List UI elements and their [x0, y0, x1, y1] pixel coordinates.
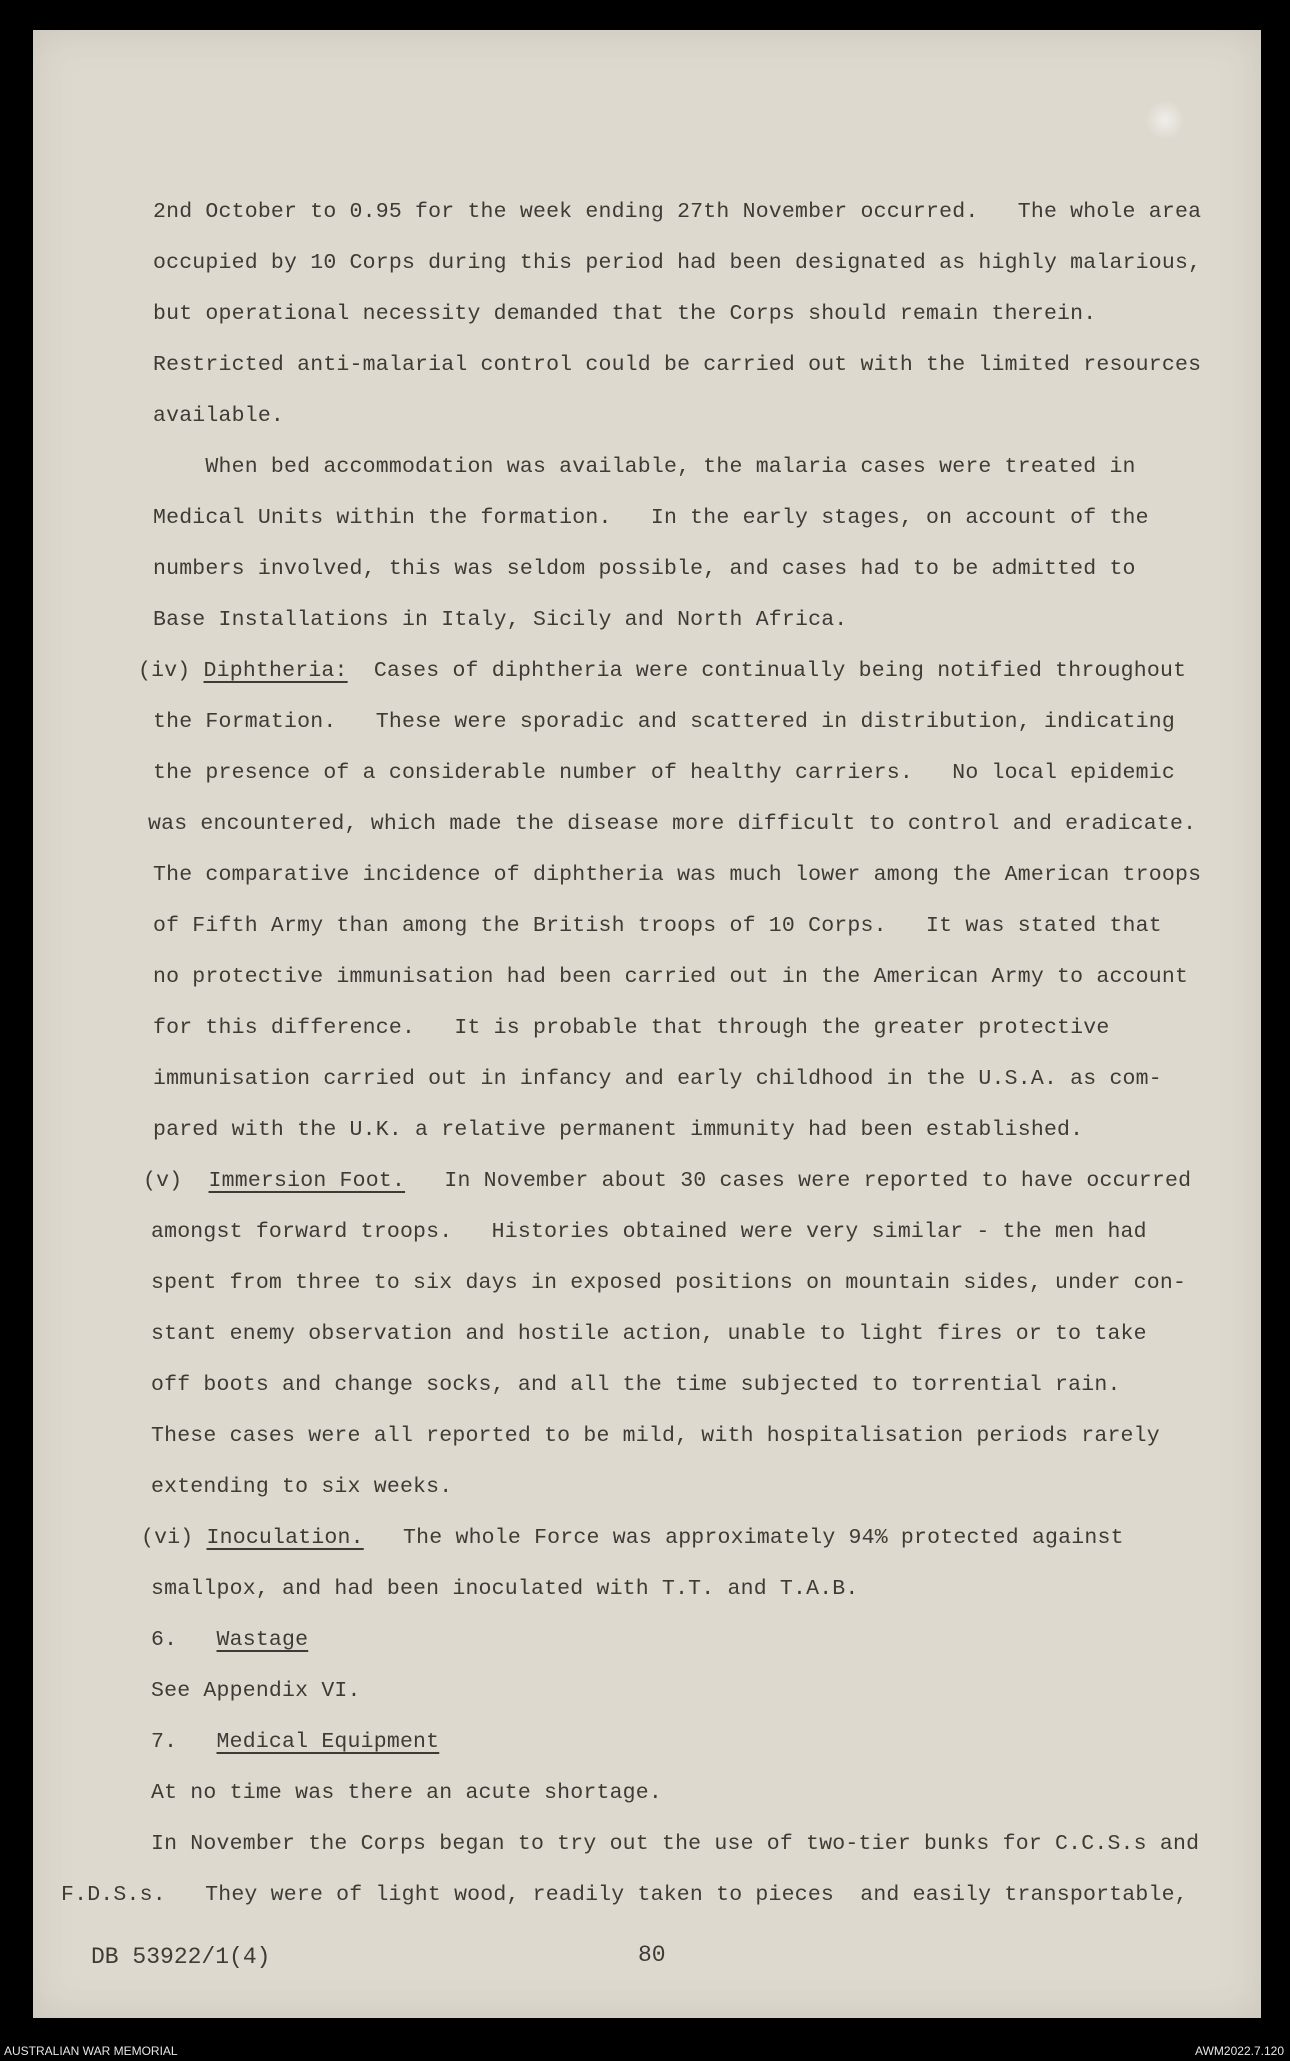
- archive-institution-label: AUSTRALIAN WAR MEMORIAL: [4, 2044, 178, 2058]
- text-segment: See Appendix VI.: [151, 1679, 361, 1703]
- text-segment: smallpox, and had been inoculated with T.T. and T.A.B.: [151, 1577, 859, 1601]
- text-line: [153, 251, 1201, 275]
- document-page: [33, 30, 1261, 2018]
- section-heading: Diphtheria:: [203, 659, 348, 683]
- text-line: [153, 302, 1096, 326]
- text-line: [153, 1118, 1083, 1142]
- archive-footer-bar: [0, 2038, 1290, 2061]
- section-heading: Wastage: [216, 1628, 309, 1652]
- text-segment: These cases were all reported to be mild, with hospitalisation periods rarely: [151, 1424, 1160, 1448]
- section-heading: Medical Equipment: [216, 1730, 440, 1754]
- text-line: [153, 557, 1136, 581]
- text-line: [151, 1832, 1199, 1856]
- text-segment: 7.: [151, 1730, 217, 1754]
- text-line: [153, 965, 1188, 989]
- text-segment: no protective immunisation had been carried out in the American Army to account: [153, 965, 1189, 989]
- text-line: [151, 1577, 859, 1601]
- text-line: [151, 1730, 439, 1754]
- text-segment: occupied by 10 Corps during this period had been designated as highly malarious,: [153, 251, 1202, 275]
- text-line: [151, 1475, 452, 1499]
- text-segment: 2nd October to 0.95 for the week ending 27th November occurred. The whole area: [153, 200, 1202, 224]
- text-segment: pared with the U.K. a relative permanent immunity had been established.: [153, 1118, 1084, 1142]
- page-number: 80: [638, 1942, 666, 1968]
- text-line: [153, 914, 1162, 938]
- text-segment: Base Installations in Italy, Sicily and North Africa.: [153, 608, 848, 632]
- text-line: [151, 1679, 361, 1703]
- text-segment: At no time was there an acute shortage.: [151, 1781, 662, 1805]
- text-segment: The comparative incidence of diphtheria was much lower among the American troops: [153, 863, 1202, 887]
- text-segment: In November the Corps began to try out the use of two-tier bunks for C.C.S.s and: [151, 1832, 1200, 1856]
- text-segment: In November about 30 cases were reported to have occurred: [405, 1169, 1192, 1193]
- text-segment: stant enemy observation and hostile action, unable to light fires or to take: [151, 1322, 1147, 1346]
- text-segment: of Fifth Army than among the British troops of 10 Corps. It was stated that: [153, 914, 1162, 938]
- text-segment: the presence of a considerable number of healthy carriers. No local epidemic: [153, 761, 1175, 785]
- text-segment: but operational necessity demanded that the Corps should remain therein.: [153, 302, 1097, 326]
- text-line: [153, 1016, 1109, 1040]
- text-line: [141, 1526, 1124, 1550]
- text-segment: spent from three to six days in exposed positions on mountain sides, under con-: [151, 1271, 1187, 1295]
- text-line: [153, 353, 1201, 377]
- text-line: [153, 404, 284, 428]
- text-segment: The whole Force was approximately 94% protected against: [363, 1526, 1124, 1550]
- archive-item-id: AWM2022.7.120: [1195, 2044, 1284, 2058]
- text-segment: (iv): [138, 659, 204, 683]
- text-line: [143, 1169, 1191, 1193]
- text-line: [153, 608, 847, 632]
- text-line: [151, 1322, 1147, 1346]
- text-line: [61, 1883, 1188, 1907]
- text-segment: was encountered, which made the disease more difficult to control and eradicate.: [148, 812, 1197, 836]
- paper-damage-mark: [1145, 100, 1185, 140]
- document-reference: DB 53922/1(4): [91, 1944, 271, 1970]
- text-line: [151, 1373, 1121, 1397]
- text-line: [151, 1424, 1160, 1448]
- text-line: [138, 659, 1186, 683]
- text-segment: Medical Units within the formation. In the early stages, on account of the: [153, 506, 1149, 530]
- text-segment: (vi): [141, 1526, 207, 1550]
- text-segment: numbers involved, this was seldom possible, and cases had to be admitted to: [153, 557, 1136, 581]
- text-segment: amongst forward troops. Histories obtained were very similar - the men had: [151, 1220, 1147, 1244]
- text-segment: extending to six weeks.: [151, 1475, 453, 1499]
- text-line: [153, 761, 1175, 785]
- text-segment: immunisation carried out in infancy and early childhood in the U.S.A. as com-: [153, 1067, 1162, 1091]
- text-segment: (v): [143, 1169, 209, 1193]
- text-segment: 6.: [151, 1628, 217, 1652]
- section-heading: Inoculation.: [206, 1526, 364, 1550]
- text-line: [151, 1220, 1147, 1244]
- text-line: [153, 710, 1175, 734]
- text-line: [153, 200, 1201, 224]
- section-heading: Immersion Foot.: [208, 1169, 406, 1193]
- text-line: [153, 1067, 1162, 1091]
- text-segment: Cases of diphtheria were continually being notified throughout: [347, 659, 1187, 683]
- text-line: [153, 455, 1136, 479]
- text-segment: the Formation. These were sporadic and scattered in distribution, indicating: [153, 710, 1175, 734]
- text-line: [153, 863, 1201, 887]
- text-line: [151, 1628, 308, 1652]
- text-line: [151, 1271, 1186, 1295]
- text-segment: F.D.S.s. They were of light wood, readily taken to pieces and easily transportable,: [61, 1883, 1188, 1907]
- text-segment: for this difference. It is probable that through the greater protective: [153, 1016, 1110, 1040]
- text-segment: Restricted anti-malarial control could be carried out with the limited resources: [153, 353, 1202, 377]
- text-segment: available.: [153, 404, 285, 428]
- text-line: [151, 1781, 662, 1805]
- text-line: [148, 812, 1196, 836]
- text-segment: When bed accommodation was available, the malaria cases were treated in: [153, 455, 1136, 479]
- text-segment: off boots and change socks, and all the time subjected to torrential rain.: [151, 1373, 1121, 1397]
- text-line: [153, 506, 1149, 530]
